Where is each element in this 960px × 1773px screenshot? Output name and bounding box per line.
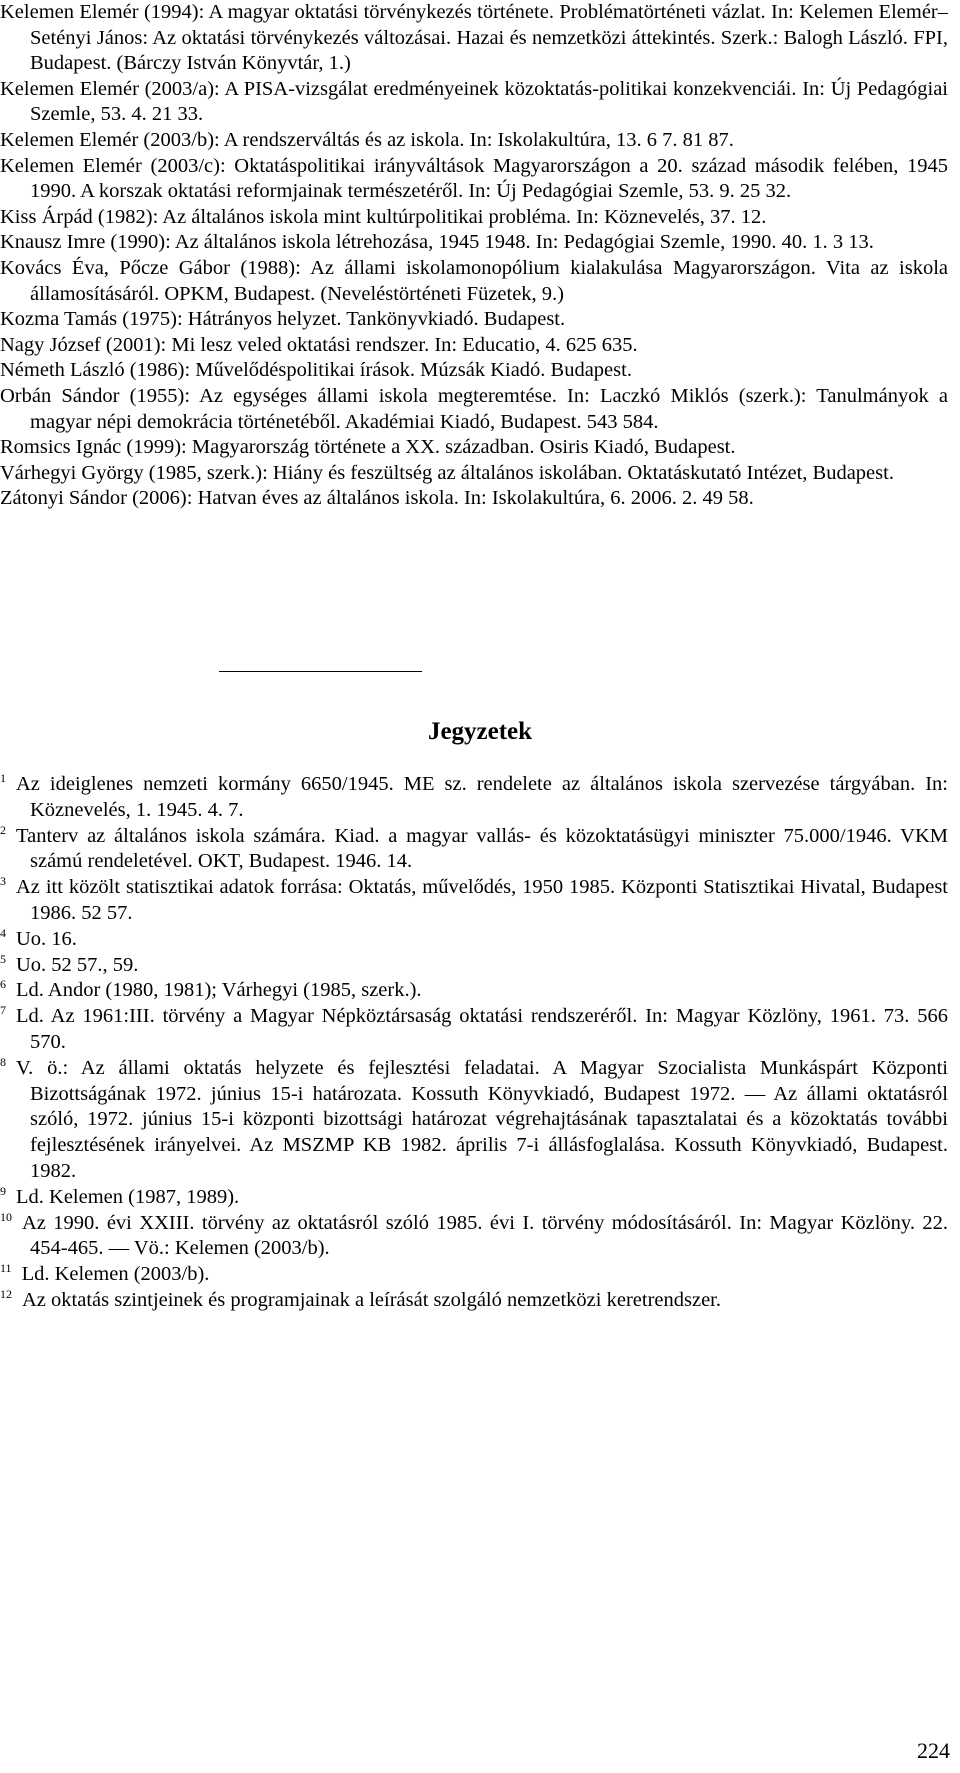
reference-entry: Várhegyi György (1985, szerk.): Hiány és feszültség az általános iskolában. Oktatáskutató Intézet, Budapest. [0, 461, 894, 484]
note-text: Uo. 52 57., 59. [16, 953, 139, 976]
note-entry [0, 953, 948, 979]
note-number: 2 [0, 822, 6, 837]
note-number: 9 [0, 1183, 6, 1198]
reference-entry: Kelemen Elemér (2003/b): A rendszerváltás és az iskola. In: Iskolakultúra, 13. 6 7. 81 87. [0, 128, 734, 151]
footnote-separator [219, 671, 422, 672]
note-text: Ld. Andor (1980, 1981); Várhegyi (1985, szerk.). [16, 979, 422, 1002]
note-number: 4 [0, 925, 6, 940]
page-number: 224 [917, 1738, 950, 1763]
note-number: 5 [0, 951, 6, 966]
note-number: 1 [0, 771, 6, 785]
reference-entry: Romsics Ignác (1999): Magyarország története a XX. században. Osiris Kiadó, Budapest. [0, 436, 736, 459]
note-entry [0, 1211, 948, 1263]
note-entry [0, 978, 948, 1004]
note-number: 3 [0, 874, 6, 889]
reference-entry: Németh László (1986): Művelődéspolitikai írások. Múzsák Kiadó. Budapest. [0, 359, 632, 382]
note-text: Az oktatás szintjeinek és programjainak a leírását szolgáló nemzetközi keretrendszer. [22, 1288, 721, 1311]
notes-list [0, 772, 948, 1314]
note-number: 8 [0, 1054, 6, 1069]
note-text: Az 1990. évi XXIII. törvény az oktatásról szóló 1985. évi I. törvény módosításáról. In: Magyar Közlöny. 22. 454-465. — Vö.: Kelemen (2003/b). [22, 1211, 948, 1260]
reference-entry: Kelemen Elemér (1994): A magyar oktatási törvénykezés története. Problématörténeti vázlat. In: Kelemen Elemér–Setényi János: Az oktatási törvénykezés változásai. Hazai és nemzetközi áttekintés. Szerk.: Balogh László. FPI, Budapest. (Bárczy István Könyvtár, 1.) [0, 1, 948, 75]
note-entry [0, 1262, 948, 1288]
note-number: 12 [0, 1286, 12, 1301]
reference-entry: Kiss Árpád (1982): Az általános iskola mint kultúrpolitikai probléma. In: Köznevelés, 37. 12. [0, 205, 767, 228]
note-text: Ld. Kelemen (2003/b). [21, 1263, 210, 1286]
reference-entry: Zátonyi Sándor (2006): Hatvan éves az általános iskola. In: Iskolakultúra, 6. 2006. 2. 49 58. [0, 487, 754, 510]
note-number: 11 [0, 1261, 12, 1276]
reference-entry: Knausz Imre (1990): Az általános iskola létrehozása, 1945 1948. In: Pedagógiai Szemle, 1990. 40. 1. 3 13. [0, 231, 874, 254]
note-entry [0, 824, 948, 876]
note-text: Ld. Kelemen (1987, 1989). [16, 1185, 240, 1208]
reference-entry: Orbán Sándor (1955): Az egységes állami iskola megteremtése. In: Laczkó Miklós (szerk.): Tanulmányok a magyar népi demokrácia történetéből. Akadémiai Kiadó, Budapest. 543 584. [0, 384, 948, 433]
note-text: Az itt közölt statisztikai adatok forrása: Oktatás, művelődés, 1950 1985. Központi Statisztikai Hivatal, Budapest 1986. 52 57. [16, 876, 948, 924]
note-text: Ld. Az 1961:III. törvény a Magyar Népköztársaság oktatási rendszeréről. In: Magyar Közlöny, 1961. 73. 566 570. [16, 1005, 948, 1053]
note-text: Tanterv az általános iskola számára. Kiad. a magyar vallás- és közoktatásügyi miniszter 75.000/1946. VKM számú rendeletével. OKT, Budapest. 1946. 14. [16, 824, 948, 873]
reference-entry: Kelemen Elemér (2003/c): Oktatáspolitikai irányváltások Magyarországon a 20. század második felében, 1945 1990. A korszak oktatási reformjainak természetéről. In: Új Pedagógiai Szemle, 53. 9. 25 32. [0, 154, 948, 203]
note-number: 6 [0, 977, 6, 992]
note-number: 7 [0, 1003, 6, 1018]
note-entry [0, 772, 948, 824]
note-text: V. ö.: Az állami oktatás helyzete és fejlesztési feladatai. A Magyar Szocialista Munkáspárt Központi Bizottságának 1972. június 15-i határozata. Kossuth Könyvkiadó, Budapest 1972. — Az állami oktatásról szóló, 1972. június 15-i központi bizottsági határozat végrehajtásának tapasztalatai és a közoktatás további fejlesztésének irányelvei. Az MSZMP KB 1982. április 7-i állásfoglalása. Kossuth Könyvkiadó, Budapest. 1982. [16, 1056, 948, 1182]
reference-entry: Nagy József (2001): Mi lesz veled oktatási rendszer. In: Educatio, 4. 625 635. [0, 333, 638, 356]
reference-list [0, 0, 948, 512]
note-entry [0, 1288, 948, 1314]
note-entry [0, 1004, 948, 1056]
reference-entry: Kozma Tamás (1975): Hátrányos helyzet. Tankönyvkiadó. Budapest. [0, 308, 566, 331]
note-text: Uo. 16. [16, 927, 77, 950]
note-text: Az ideiglenes nemzeti kormány 6650/1945. ME sz. rendelete az általános iskola szervezése tárgyában. In: Köznevelés, 1. 1945. 4. 7. [16, 773, 948, 821]
reference-entry: Kelemen Elemér (2003/a): A PISA-vizsgálat eredményeinek közoktatás-politikai konzekvenciái. In: Új Pedagógiai Szemle, 53. 4. 21 33. [0, 77, 948, 126]
note-entry [0, 1185, 948, 1211]
notes-heading: Jegyzetek [427, 718, 533, 745]
note-entry [0, 1056, 948, 1185]
note-entry [0, 927, 948, 953]
note-entry [0, 875, 948, 927]
reference-entry: Kovács Éva, Pőcze Gábor (1988): Az állami iskolamonopólium kialakulása Magyarországon. Vita az iskola államosításáról. OPKM, Budapest. (Neveléstörténeti Füzetek, 9.) [0, 256, 948, 305]
note-number: 10 [0, 1209, 12, 1224]
